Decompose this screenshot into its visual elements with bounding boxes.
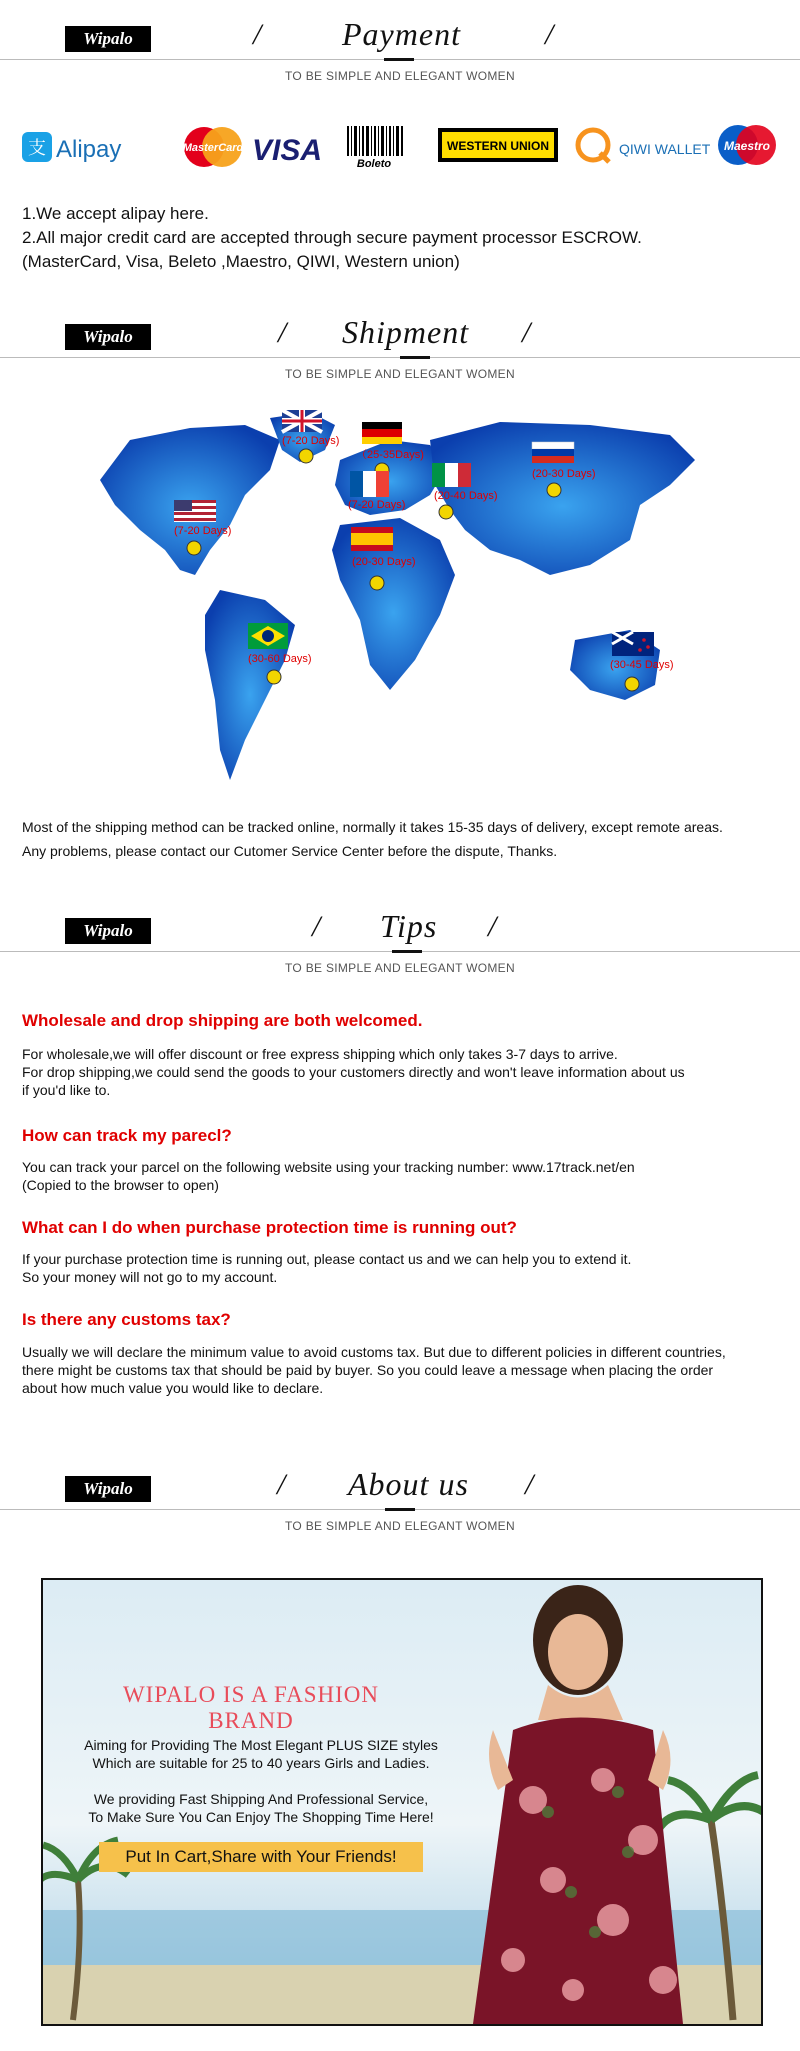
title-slash-right: / <box>488 910 497 943</box>
divider-accent <box>384 58 414 61</box>
tip-answer-line: (Copied to the browser to open) <box>22 1177 219 1193</box>
brand-logo: Wipalo <box>65 26 151 52</box>
payment-line: 1.We accept alipay here. <box>22 204 209 223</box>
visa-text: VISA <box>252 134 323 167</box>
tip-answer-line: there might be customs tax that should be paid by buyer. So you could leave a message when placing the order <box>22 1362 714 1378</box>
boleto-logo <box>347 126 403 170</box>
tip-answer-line: You can track your parcel on the following website using your tracking number: www.17track.net/en <box>22 1159 635 1175</box>
banner-line: We providing Fast Shipping And Professional Service, <box>93 1791 429 1807</box>
banner-paragraph <box>61 1790 461 1826</box>
maestro-logo <box>718 125 776 165</box>
shipment-line: Any problems, please contact our Cutomer Service Center before the dispute, Thanks. <box>22 843 558 859</box>
title-slash-left: / <box>278 316 287 349</box>
tips-header <box>0 904 800 984</box>
divider-accent <box>392 950 422 953</box>
world-shipping-map <box>70 400 730 795</box>
model-image <box>473 1585 683 2024</box>
title-slash-right: / <box>525 1468 534 1501</box>
tip-answer-line: For wholesale,we will offer discount or free express shipping which only takes 3-7 days to arrive. <box>22 1046 618 1062</box>
shipment-line: Most of the shipping method can be tracked online, normally it takes 15-35 days of delivery, except remote areas. <box>22 819 723 835</box>
visa-logo <box>252 134 322 167</box>
tip-answer-line: If your purchase protection time is running out, please contact us and we can help you to extend it. <box>22 1251 632 1267</box>
section-title-about: About us <box>348 1466 469 1502</box>
shipping-days-label: （25-35Days) <box>356 449 424 461</box>
section-title-shipment: Shipment <box>342 314 470 350</box>
payment-logos <box>22 120 782 170</box>
brand-logo: Wipalo <box>65 918 151 944</box>
banner-paragraph <box>61 1736 461 1772</box>
continent-africa <box>332 518 455 690</box>
section-subtitle: TO BE SIMPLE AND ELEGANT WOMEN <box>285 367 515 381</box>
banner-line: Which are suitable for 25 to 40 years Girls and Ladies. <box>92 1755 430 1771</box>
banner-line: To Make Sure You Can Enjoy The Shopping Time Here! <box>88 1809 434 1825</box>
shipping-days-label: (20-40 Days) <box>434 490 498 502</box>
brand-logo: Wipalo <box>65 324 151 350</box>
continent-south-america <box>205 590 295 780</box>
tip-answer-line: if you'd like to. <box>22 1082 111 1098</box>
western-union-logo <box>438 128 558 162</box>
shipping-days-label: (7-20 Days) <box>282 435 340 447</box>
shipping-days-label: (30-60 Days) <box>248 653 312 665</box>
tip-answer <box>22 1250 782 1286</box>
shipping-days-label: (30-45 Days) <box>610 659 674 671</box>
alipay-logo <box>22 132 121 163</box>
divider-accent <box>400 356 430 359</box>
shipping-days-label: (20-30 Days) <box>352 556 416 568</box>
title-slash-left: / <box>253 18 262 51</box>
alipay-text: Alipay <box>56 136 122 163</box>
tip-answer <box>22 1343 782 1397</box>
title-slash-right: / <box>545 18 554 51</box>
title-slash-left: / <box>277 1468 286 1501</box>
mastercard-text: MasterCard <box>182 142 244 154</box>
tip-answer-line: For drop shipping,we could send the goods to your customers directly and won't leave information about us <box>22 1064 685 1080</box>
tip-answer <box>22 1158 782 1194</box>
section-subtitle: TO BE SIMPLE AND ELEGANT WOMEN <box>285 1519 515 1533</box>
tip-question: How can track my parecl? <box>22 1126 232 1145</box>
about-header <box>0 1462 800 1542</box>
banner-line: Aiming for Providing The Most Elegant PLUS SIZE styles <box>84 1737 438 1753</box>
tip-answer-line: Usually we will declare the minimum value to avoid customs tax. But due to different policies in different countries, <box>22 1344 726 1360</box>
section-title-tips: Tips <box>380 908 438 944</box>
tip-question: Is there any customs tax? <box>22 1310 231 1329</box>
banner-title: WIPALO IS A FASHION BRAND <box>122 1682 380 1733</box>
tip-answer-line: So your money will not go to my account. <box>22 1269 278 1285</box>
brand-logo: Wipalo <box>65 1476 151 1502</box>
section-title-payment: Payment <box>342 16 461 52</box>
tip-answer <box>22 1045 782 1099</box>
shipment-header <box>0 310 800 390</box>
boleto-text: Boleto <box>356 158 392 170</box>
shipping-days-label: (20-30 Days) <box>532 468 596 480</box>
payment-info <box>22 202 642 274</box>
section-subtitle: TO BE SIMPLE AND ELEGANT WOMEN <box>285 961 515 975</box>
divider-accent <box>385 1508 415 1511</box>
shipping-days-label: (7-20 Days) <box>348 499 406 511</box>
payment-line: (MasterCard, Visa, Beleto ,Maestro, QIWI, Western union) <box>22 252 460 271</box>
svg-text:支: 支 <box>28 138 46 159</box>
tip-question: What can I do when purchase protection time is running out? <box>22 1218 517 1237</box>
qiwi-logo <box>578 130 711 162</box>
mastercard-logo <box>183 127 244 167</box>
payment-header <box>0 12 800 92</box>
tip-question: Wholesale and drop shipping are both welcomed. <box>22 1011 423 1030</box>
title-slash-left: / <box>312 910 321 943</box>
shipping-days-label: (7-20 Days) <box>174 525 232 537</box>
maestro-text: Maestro <box>723 139 771 153</box>
qiwi-text: QIWI WALLET <box>619 141 711 157</box>
shipment-info <box>22 815 723 863</box>
tip-answer-line: about how much value you would like to declare. <box>22 1380 324 1396</box>
about-banner <box>41 1578 763 2026</box>
put-in-cart-button[interactable]: Put In Cart,Share with Your Friends! <box>99 1842 423 1872</box>
title-slash-right: / <box>522 316 531 349</box>
section-subtitle: TO BE SIMPLE AND ELEGANT WOMEN <box>285 69 515 83</box>
western-union-text: WESTERN UNION <box>447 139 549 153</box>
payment-line: 2.All major credit card are accepted through secure payment processor ESCROW. <box>22 228 642 247</box>
